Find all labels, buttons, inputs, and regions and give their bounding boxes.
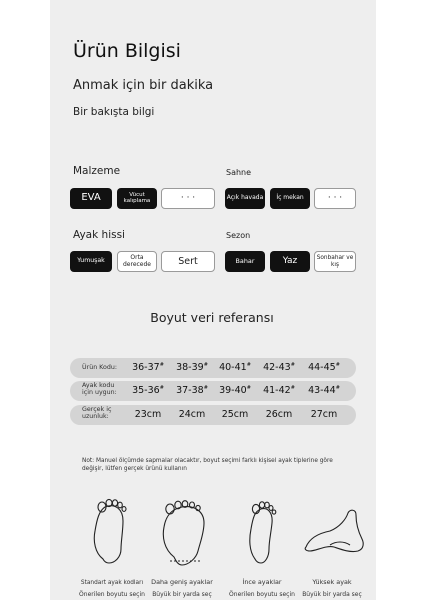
foot-caption: Yüksek ayak [312,578,352,586]
scene-option-more: · · · [314,188,356,209]
size-cell: 38-39# [176,362,208,373]
size-cell: 26cm [265,409,293,420]
section-heading: Bir bakışta bilgi [73,106,155,118]
material-label: Malzeme [73,165,121,177]
size-row-label: Ürün Kodu: [82,364,117,371]
foot-advice: Büyük bir yarda seç [152,591,212,598]
season-option-autumn-winter: Sonbahar ve kış [314,251,356,272]
size-cell: 40-41# [219,362,251,373]
size-cell: 25cm [221,409,249,420]
size-cell: 42-43# [263,362,295,373]
scene-option-indoor: İç mekan [270,188,310,209]
standard-foot-icon [75,497,149,571]
page-subtitle: Anmak için bir dakika [73,78,214,93]
size-cell: 24cm [178,409,206,420]
scene-label: Sahne [226,168,252,177]
feel-label: Ayak hissi [73,229,125,241]
size-cell: 43-44# [308,385,340,396]
size-cell: 27cm [310,409,338,420]
size-cell: 35-36# [132,385,164,396]
size-row-label: Gerçek iç uzunluk: [82,406,112,420]
size-cell: 37-38# [176,385,208,396]
season-option-spring: Bahar [225,251,265,272]
size-cell: 44-45# [308,362,340,373]
foot-caption: Standart ayak kodları [80,580,144,586]
thin-foot-icon [225,497,299,571]
foot-advice: Önerilen boyutu seçin [229,591,295,598]
foot-caption: Daha geniş ayaklar [151,578,213,586]
foot-advice: Önerilen boyutu seçin [79,591,145,598]
sizing-note: Not: Manuel ölçümde sapmalar olacaktır, boyut seçimi farklı kişisel ayak tiplerine göre değişir, lütfen gerçek ürünü kullanın [82,458,333,473]
season-option-summer: Yaz [270,251,310,272]
high-arch-foot-icon [300,497,374,571]
feel-option-soft: Yumuşak [70,251,112,272]
wide-foot-icon [150,497,224,571]
size-cell: 41-42# [263,385,295,396]
foot-advice: Büyük bir yarda seç [302,591,362,598]
material-option-molding: Vücut kalıplama [117,188,157,209]
scene-option-outdoor: Açık havada [225,188,265,209]
size-cell: 39-40# [219,385,251,396]
size-row-label: Ayak kodu için uygun: [82,382,117,396]
foot-caption: İnce ayaklar [242,578,282,586]
material-option-more: · · · [161,188,215,209]
size-table-title: Boyut veri referansı [150,310,274,325]
feel-option-hard: Sert [161,251,215,272]
season-label: Sezon [226,231,251,240]
page-title: Ürün Bilgisi [73,40,181,62]
size-cell: 23cm [134,409,162,420]
material-option-eva: EVA [70,188,112,209]
size-cell: 36-37# [132,362,164,373]
feel-option-medium: Orta derecede [117,251,157,272]
